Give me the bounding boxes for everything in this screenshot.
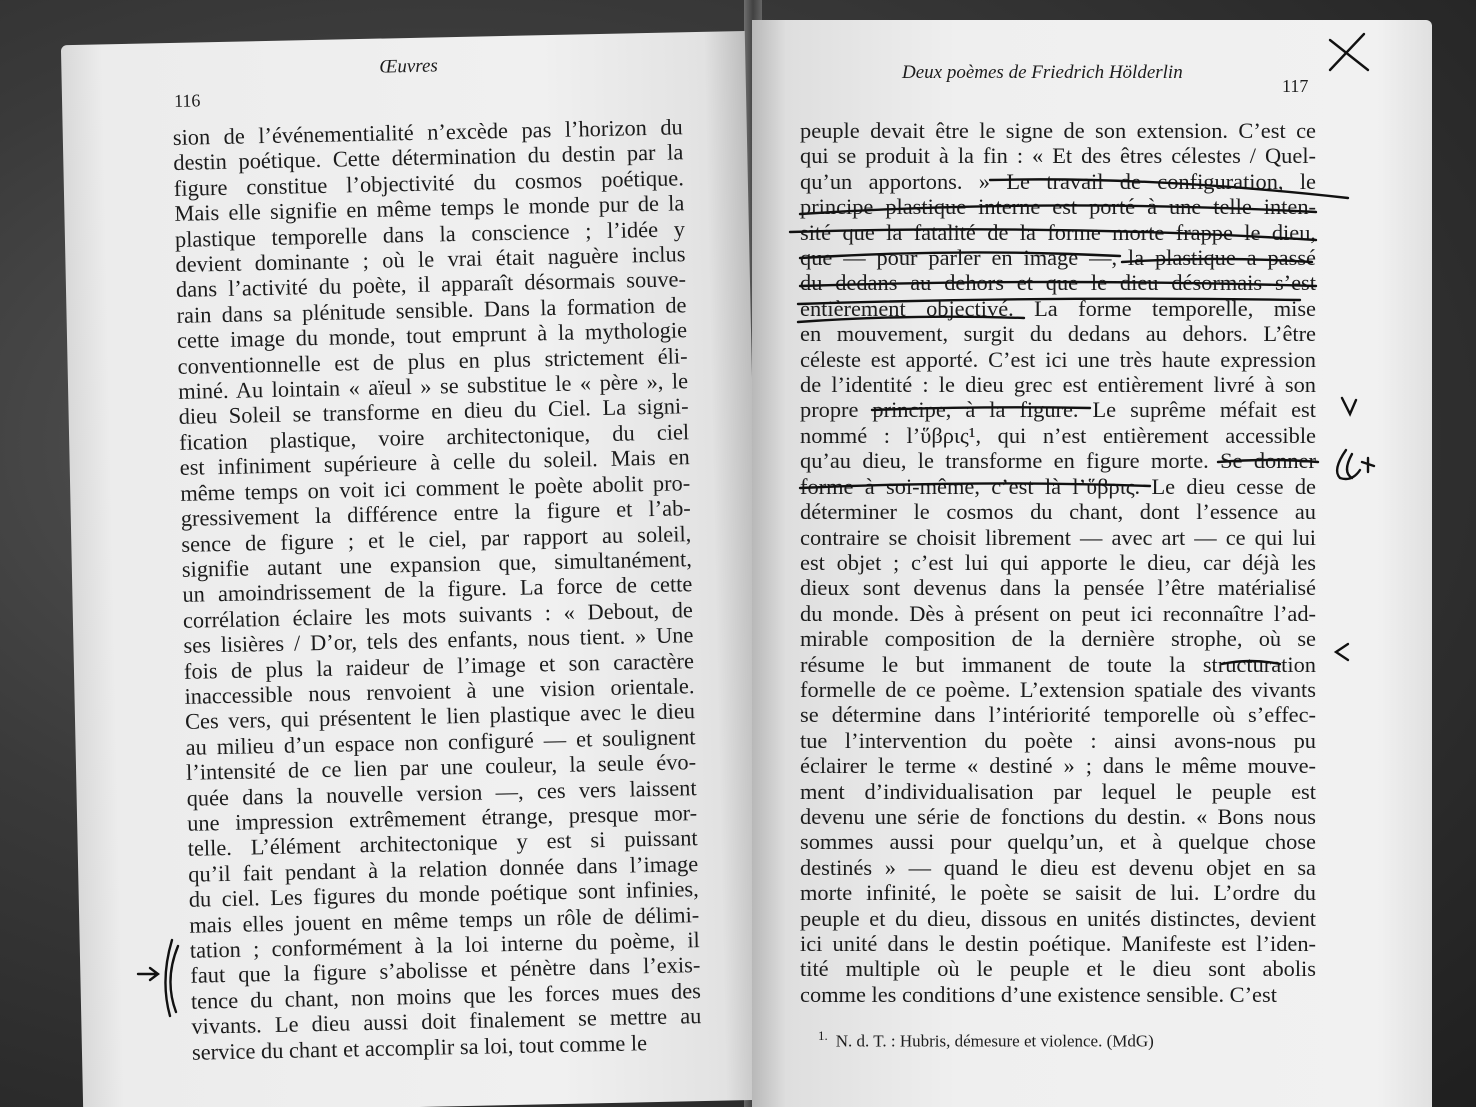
footnote-number: 1. [818,1028,828,1043]
right-text-line: éclairer le terme « destiné » ; dans le même mouve- [800,753,1316,779]
right-text-line: formelle de ce poème. L’extension spatiale des vivants [800,676,1316,702]
left-text-line: destin poétique. Cette détermination du destin par la [173,139,684,176]
left-text-line: sence de figure ; et le ciel, par rapport au soleil, [181,520,692,557]
left-text-line: cette image du monde, tout emprunt à la mythologie [176,317,688,354]
left-text-line: fois de plus la raideur de l’image et son caractère [183,647,695,684]
right-text-line: principe plastique interne est porté à une telle inten- [800,194,1316,220]
right-page-number: 117 [1282,76,1309,96]
left-text-line: tation ; conformément à la loi interne du poème, il [189,927,701,963]
left-text-line: corrélation éclaire les mots suivants : « Debout, de [182,596,694,633]
left-text-line: Ces vers, qui présentent le lien plastique avec le dieu [184,698,696,735]
left-text-line: fication plastique, voire architectonique, du ciel [178,419,690,455]
right-text-line: que — pour parler en image —, la plastique a passé [800,245,1316,271]
left-text-line: ses lisières / D’or, tels des enfants, nous tient. » Une [183,622,694,658]
left-page-number: 116 [173,90,201,111]
right-text-line: se détermine dans l’intériorité temporelle où s’effec- [800,702,1316,728]
left-text-line: un amoindrissement de la figure. La force de cette [182,571,693,608]
left-text-line: service du chant et accomplir sa loi, tout comme le [191,1029,648,1065]
footnote-text: N. d. T. : Hubris, démesure et violence. (MdG) [835,1031,1154,1051]
right-text-line: céleste est apporté. C’est ici une très haute expression [800,346,1316,372]
left-text-line: gressivement la différence entre la figure et l’ab- [180,495,691,531]
left-text-line: qu’il fait pendant à la relation donnée dans l’image [188,850,699,887]
right-text-line: comme les conditions d’une existence sensible. C’est [800,981,1277,1007]
right-text-line: sommes aussi pour quelqu’un, et à quelque chose [800,829,1316,855]
left-page [61,31,767,1107]
left-text-line: dieu Soleil se transforme en dieu du Ciel. La signi- [178,393,689,430]
right-text-line: ici unité dans le destin poétique. Manifeste est l’iden- [800,931,1316,956]
left-text-line: telle. L’élément architectonique y est si puissant [187,825,698,862]
left-text-line: quée dans la nouvelle version —, ces vers laissent [186,774,697,811]
left-text-line: dans l’activité du poète, il apparaît désormais souve- [175,266,687,303]
footnote [818,1028,1154,1052]
right-text-line: propre principe, à la figure. Le suprême méfait est [800,397,1316,423]
right-text-line: devenu une série de fonctions du destin. « Bons nous [800,803,1316,829]
right-page [752,20,1432,1107]
right-text-line: résume le but immanent de toute la structuration [800,651,1316,677]
right-text-line: du dedans au dehors et que le dieu désormais s’est [800,270,1316,296]
right-running-head: Deux poèmes de Friedrich Hölderlin [902,62,1183,83]
right-text-line: déterminer le cosmos du chant, dont l’essence au [800,499,1316,525]
left-text-line: vivants. Le dieu aussi doit finalement se mettre au [191,1003,702,1039]
left-text-line: miné. Au lointain « aïeul » se substitue le « père », le [177,368,689,404]
right-text-line: forme à soi-même, c’est là l’ὕβρις. Le dieu cesse de [800,473,1316,499]
right-text-line: qu’au dieu, le transforme en figure morte. Se donner [800,448,1316,474]
right-text-line: qui se produit à la fin : « Et des êtres célestes / Quel- [800,143,1316,169]
right-text-line: tité multiple où le peuple et le dieu sont abolis [800,956,1316,982]
left-text-line: tence du chant, non moins que les forces mues des [190,977,702,1014]
right-text-line: peuple et du dieu, dissous en unités distinctes, devient [800,905,1316,931]
left-text-line: conventionnelle est de plus en plus strictement éli- [177,342,688,379]
left-text-line: plastique temporelle dans la conscience ; l’idée y [174,215,686,252]
left-running-head: Œuvres [379,55,439,78]
right-text-line: en mouvement, surgit du dedans au dehors. L’être [800,321,1316,347]
right-text-line: ment d’individualisation par lequel le peuple est [800,778,1316,804]
left-text-line: devient dominante ; où le vrai était naguère inclus [175,241,686,277]
left-text-line: figure constitue l’objectivité du cosmos poétique. [173,165,685,201]
right-text-line: tue l’intervention du poète : ainsi avons-nous pu [800,727,1316,753]
right-text-line: qu’un apportons. » Le travail de configuration, le [800,168,1316,194]
left-text-line: une impression extrêmement étrange, presque mor- [186,800,698,836]
right-text-line: est objet ; c’est lui qui apporte le dieu, car déjà les [800,549,1316,575]
right-text-line: du monde. Dès à présent on peut ici reconnaître l’ad- [800,600,1316,626]
left-text-line: rain dans sa plénitude sensible. Dans la formation de [176,292,687,328]
left-text-line: du ciel. Les figures du monde poétique sont infinies, [188,876,699,912]
right-text-line: entièrement objectivé. La forme temporelle, mise [800,295,1316,321]
left-text-line: sion de l’événementialité n’excède pas l’horizon du [172,114,683,150]
right-text-line: contraire se choisit librement — avec art — ce qui lui [800,524,1316,550]
left-text-line: même temps on voit ici comment le poète abolit pro- [180,469,691,506]
left-text-line: mais elles jouent en même temps un rôle de délimi- [189,901,700,938]
left-text-line: Mais elle signifie en même temps le monde pur de la [174,190,685,227]
right-text-line: destinés » — quand le dieu est devenu objet en sa [800,854,1316,880]
left-body-text [173,114,703,1065]
left-text-line: l’intensité de ce lien par une couleur, la seule évo- [185,749,697,785]
right-text-line: morte infinité, le poète se saisit de lui. L’ordre du [800,880,1316,906]
left-text-line: au milieu d’un espace non configuré — et soulignent [185,723,696,760]
right-text-line: de l’identité : le dieu grec est entièrement livré à son [800,372,1316,398]
right-body-text [800,118,1316,1007]
left-text-line: est infiniment supérieure à celle du soleil. Mais en [179,444,690,481]
left-text-line: signifie autant une expansion que, simultanément, [181,546,693,582]
left-text-line: faut que la figure s’abolisse et pénètre dans l’exis- [190,952,701,989]
left-text-line: inaccessible nous renvoient à une vision orientale. [184,673,695,709]
right-text-line: peuple devait être le signe de son extension. C’est ce [800,118,1316,143]
right-text-line: nommé : l’ὕβρις¹, qui n’est entièrement accessible [800,422,1316,448]
right-text-line: sité que la fatalité de la forme morte frappe le dieu, [800,219,1316,245]
right-text-line: dieux sont devenus dans la pensée l’être matérialisé [800,575,1316,601]
right-text-line: mirable composition de la dernière strophe, où se [800,626,1316,652]
